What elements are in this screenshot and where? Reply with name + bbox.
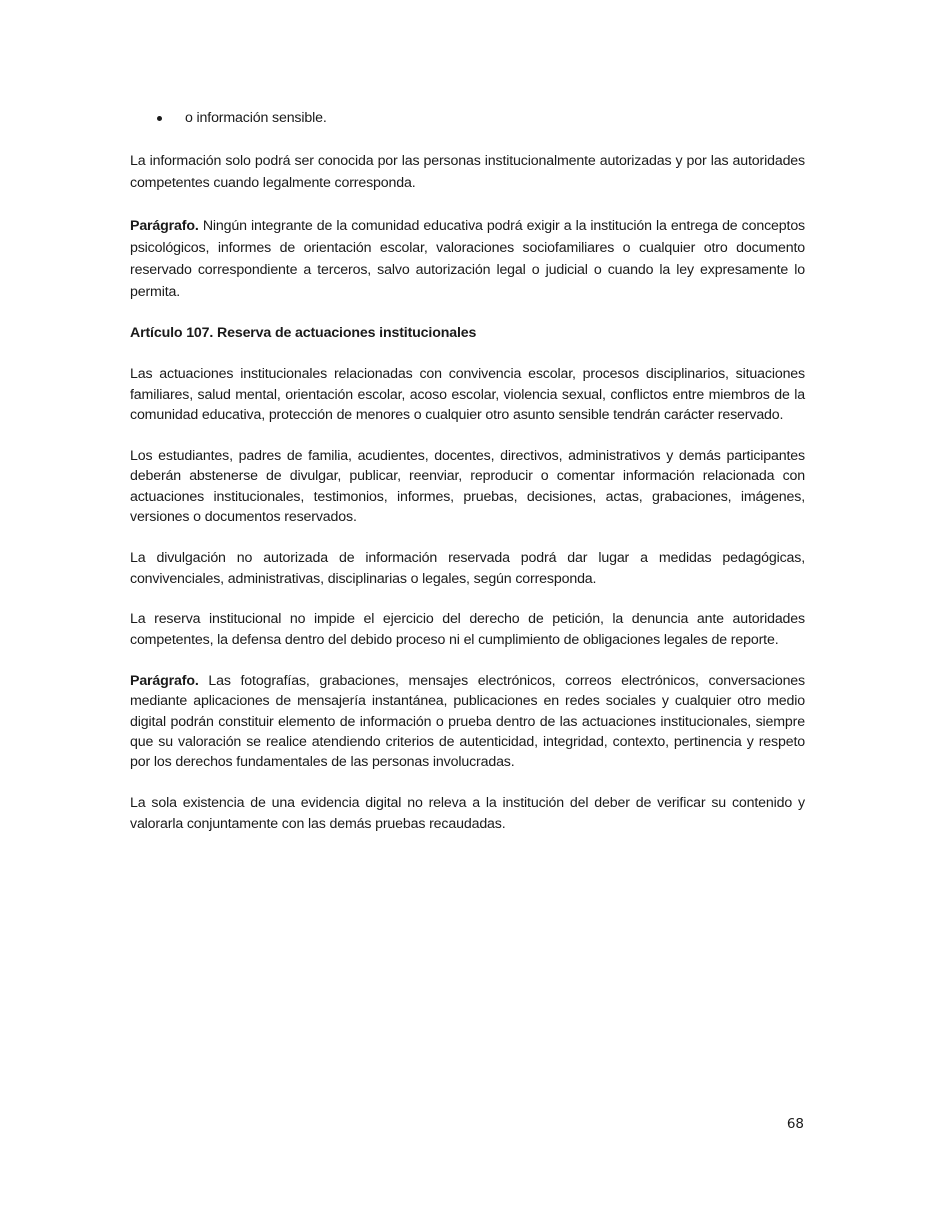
paragraph-paragrafo-digital [130,671,805,773]
paragraph-lead: Parágrafo. [130,217,199,234]
paragraph-access: La información solo podrá ser conocida por las personas institucionalmente autorizadas y por las autoridades competentes cuando legalmente corresponda. [130,153,805,192]
paragraph-institutional-reserve: La reserva institucional no impide el ejercicio del derecho de petición, la denuncia ante autoridades competentes, la defensa dentro del debido proceso ni el cumplimiento de obligaciones legales de reporte. [130,611,805,648]
paragraph-reserved-actions: Las actuaciones institucionales relacionadas con convivencia escolar, procesos disciplinarios, situaciones familiares, salud mental, orientación escolar, acoso escolar, violencia sexual, conflictos entre miembros de la comunidad educativa, protección de menores o cualquier otro asunto sensible tendrán carácter reservado. [130,366,805,424]
article-heading: Artículo 107. Reserva de actuaciones institucionales [130,325,477,342]
bullet-list [130,108,805,128]
page-number: 68 [786,1116,804,1132]
paragraph-digital-evidence: La sola existencia de una evidencia digital no releva a la institución del deber de verificar su contenido y valorarla conjuntamente con las demás pruebas recaudadas. [130,795,805,832]
paragraph-text: Las fotografías, grabaciones, mensajes electrónicos, correos electrónicos, conversaciones mediante aplicaciones de mensajería instantánea, publicaciones en redes sociales y cualquier otro medio digital podrán constituir elemento de información o prueba dentro de las actuaciones institucionales, siempre que su valoración se realice atendiendo criterios de autenticidad, integridad, contexto, pertinencia y respeto por los derechos fundamentales de las personas involucradas. [130,672,805,771]
list-item-text: o información sensible. [185,110,327,126]
page-content [130,108,805,855]
bullet-icon [157,116,162,121]
paragraph-participants: Los estudiantes, padres de familia, acudientes, docentes, directivos, administrativos y demás participantes deberán abstenerse de divulgar, publicar, reenviar, reproducir o comentar información relacionada con actuaciones institucionales, testimonios, informes, pruebas, decisiones, actas, grabaciones, imágenes, versiones o documentos reservados. [130,448,805,526]
paragraph-unauthorized-disclosure: La divulgación no autorizada de información reservada podrá dar lugar a medidas pedagógicas, convivenciales, administrativas, disciplinarias o legales, según corresponda. [130,550,805,587]
paragraph-text: Ningún integrante de la comunidad educativa podrá exigir a la institución la entrega de conceptos psicológicos, informes de orientación escolar, valoraciones sociofamiliares o cualquier otro documento reservado correspondiente a terceros, salvo autorización legal o judicial o cuando la ley expresamente lo permita. [130,217,805,300]
paragraph-paragrafo-psychological [130,215,805,303]
list-item [130,108,805,128]
paragraph-lead: Parágrafo. [130,672,199,689]
